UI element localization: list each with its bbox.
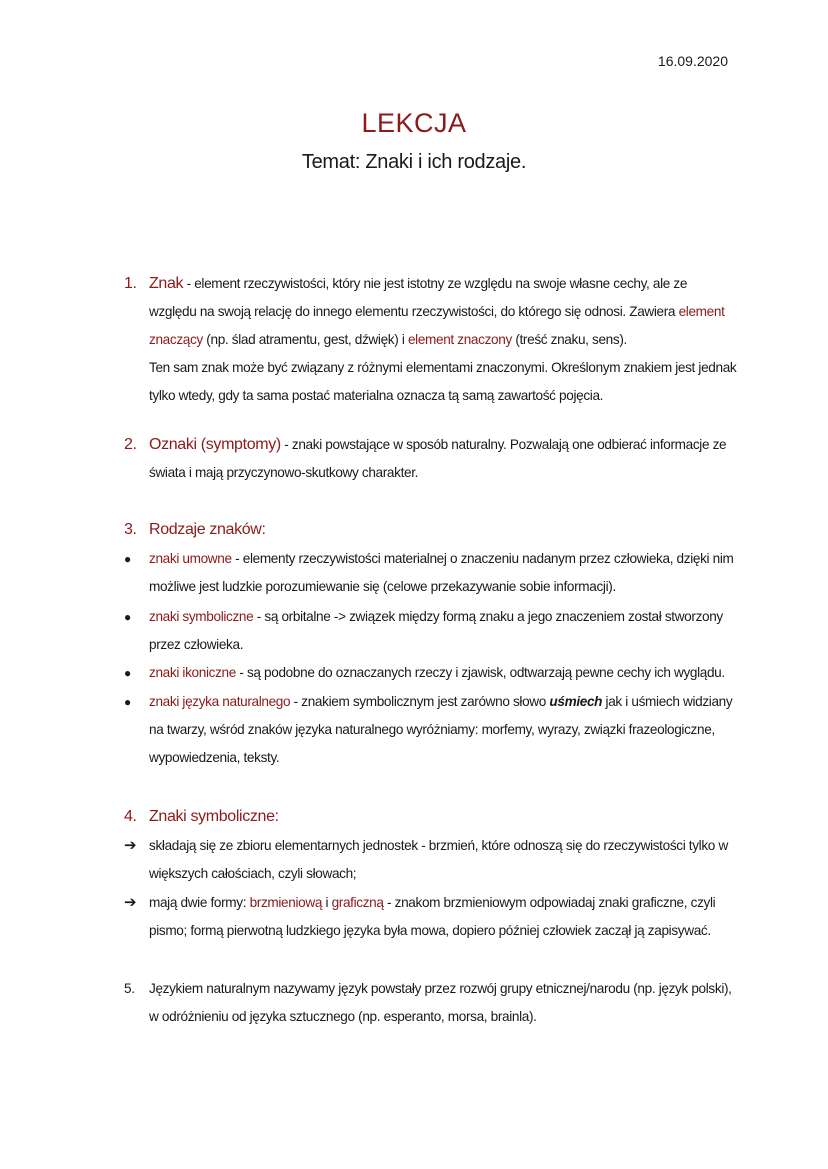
section-4-heading: Znaki symboliczne: — [149, 808, 279, 825]
bullet-1-line-1: - elementy rzeczywistości materialnej o znaczeniu nadanym przez człowieka, dzięki nim — [231, 551, 734, 566]
section-1-line-2: względu na swoją relację do innego elementu rzeczywistości, do którego się odnosi. Zawiera — [149, 304, 679, 319]
section-1-line-3-end: (treść znaku, sens). — [511, 332, 627, 347]
section-2-line-1: - znaki powstające w sposób naturalny. Pozwalają one odbierać informacje ze — [280, 437, 727, 452]
bullet-1-line-2: możliwe jest ludzkie porozumiewanie się (celowe przekazywanie sobie informacji). — [149, 579, 616, 594]
bullet-4-line-2: na twarzy, wśród znaków języka naturalnego wyróżniamy: morfemy, wyrazy, związki frazeologiczne, — [149, 722, 715, 737]
term-znaki-ikoniczne: znaki ikoniczne — [149, 665, 236, 680]
arrow-1-line-2: większych całościach, czyli słowach; — [149, 866, 357, 881]
bullet-4-line-3: wypowiedzenia, teksty. — [149, 750, 280, 765]
section-3-number: 3. — [124, 521, 137, 538]
section-1-text — [149, 270, 739, 410]
term-znaczacy: znaczący — [149, 332, 203, 347]
arrow-2-line-1: mają dwie formy: — [149, 895, 250, 910]
section-5-line-2: w odróżnieniu od języka sztucznego (np. esperanto, morsa, brainla). — [149, 1009, 537, 1024]
arrow-2-line-2: pismo; formą pierwotną ludzkiego języka była mowa, dopiero później człowiek zaczął ją zapisywać. — [149, 923, 711, 938]
term-brzmieniowa: brzmieniową — [249, 895, 323, 910]
term-znaki-umowne: znaki umowne — [149, 551, 232, 566]
word-usmiech: uśmiech — [549, 694, 603, 709]
term-znaki-jezyka-naturalnego: znaki języka naturalnego — [149, 694, 291, 709]
bullet-3-line-1: - są podobne do oznaczanych rzeczy i zjawisk, odtwarzają pewne cechy ich wyglądu. — [235, 665, 725, 680]
term-element: element — [678, 304, 725, 319]
section-2-text — [149, 431, 739, 487]
section-4-number: 4. — [124, 808, 137, 825]
term-znak: Znak — [149, 275, 184, 292]
arrow-1-line-1: składają się ze zbioru elementarnych jednostek - brzmień, które odnoszą się do rzeczywistości tylko w — [149, 838, 728, 853]
date: 16.09.2020 — [657, 53, 728, 69]
section-3-heading-text: Rodzaje znaków: — [149, 521, 266, 538]
term-element-znaczony: element znaczony — [407, 332, 512, 347]
arrow-right-icon: ➔ — [124, 894, 137, 911]
section-1-line-3: (np. ślad atramentu, gest, dźwięk) i — [202, 332, 408, 347]
bullet-2-line-1: - są orbitalne -> związek między formą znaku a jego znaczeniem został stworzony — [253, 609, 723, 624]
bullet-icon: ● — [124, 552, 131, 566]
section-3-heading — [149, 516, 739, 544]
section-1-line-4: Ten sam znak może być związany z różnymi elementami znaczonymi. Określonym znakiem jest jednak — [149, 360, 737, 375]
bullet-icon: ● — [124, 610, 131, 624]
page-title: LEKCJA — [361, 108, 467, 138]
arrow-2-line-1-end: - znakom brzmieniowym odpowiadaj znaki graficzne, czyli — [383, 895, 716, 910]
bullet-4-line-1: - znakiem symbolicznym jest zarówno słowo — [290, 694, 550, 709]
section-2-number: 2. — [124, 436, 137, 453]
bullet-2-line-2: przez człowieka. — [149, 637, 244, 652]
section-2-line-2: świata i mają przyczynowo-skutkowy charakter. — [149, 465, 419, 480]
section-1-number: 1. — [124, 275, 137, 292]
section-5-line-1: Językiem naturalnym nazywamy język powstały przez rozwój grupy etnicznej/narodu (np. język polski), — [149, 981, 732, 996]
arrow-right-icon: ➔ — [124, 837, 137, 854]
section-1-line-1: - element rzeczywistości, który nie jest istotny ze względu na swoje własne cechy, ale ze — [183, 276, 688, 291]
term-graficzna: graficzną — [331, 895, 384, 910]
arrow-2-conj: i — [322, 895, 332, 910]
bullet-4-line-1-end: jak i uśmiech widziany — [602, 694, 733, 709]
section-1-line-5: tylko wtedy, gdy ta sama postać materialna oznacza tą samą zawartość pojęcia. — [149, 388, 604, 403]
bullet-icon: ● — [124, 695, 131, 709]
page-subtitle: Temat: Znaki i ich rodzaje. — [301, 151, 527, 173]
bullet-icon: ● — [124, 666, 131, 680]
section-5-number: 5. — [124, 981, 135, 996]
term-znaki-symboliczne: znaki symboliczne — [149, 609, 254, 624]
term-oznaki: Oznaki (symptomy) — [149, 436, 281, 453]
